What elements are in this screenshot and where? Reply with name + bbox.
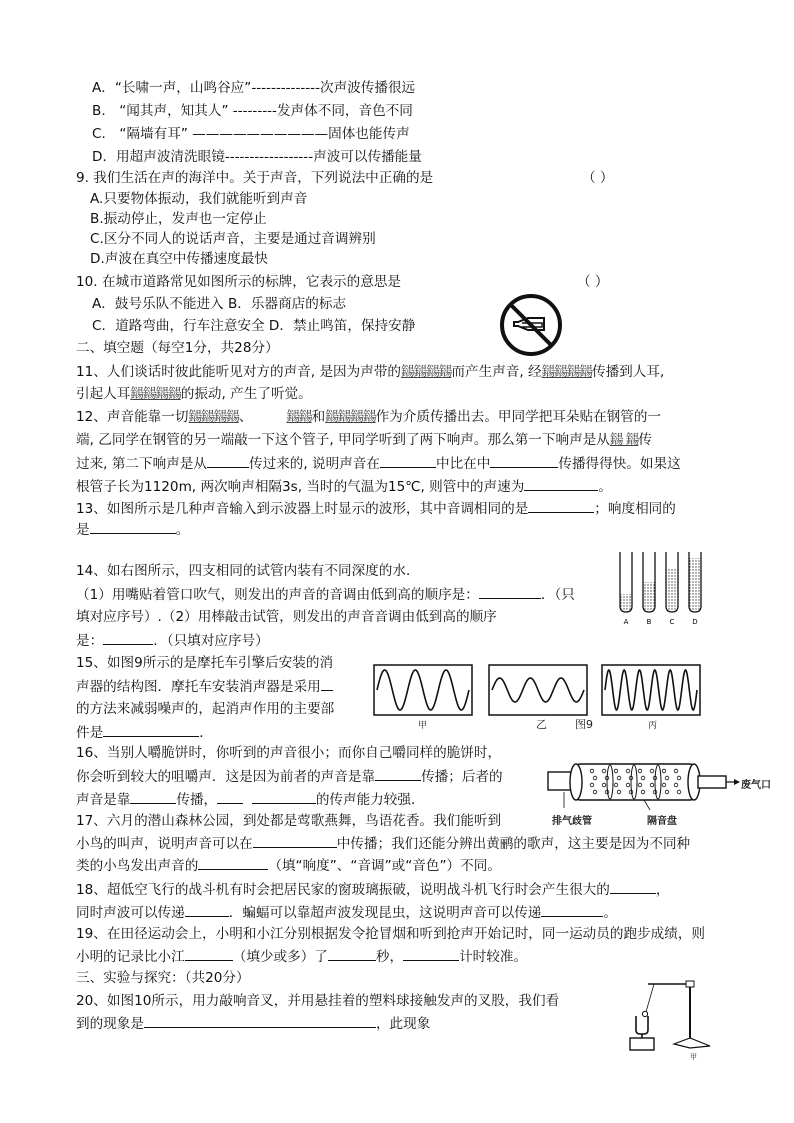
section-3-heading: 三、实验与探究：（共20分） [76,970,250,986]
q10-options-cd: C．道路弯曲，行车注意安全 D．禁止鸣笛，保持安静 [92,318,416,334]
q8-option-d: D．用超声波清洗眼镜------------------声波可以传播能量 [92,149,422,165]
test-tubes-figure [614,548,712,626]
tube-water-d [689,558,701,612]
tube-water-c [666,569,678,612]
q9-option-c: C.区分不同人的说话声音，主要是通过音调辨别 [90,231,376,247]
waveform-yi-label: 乙 [536,718,547,731]
q16-line2: 你会听到较大的咀嚼声．这是因为前者的声音是靠 传播；后者的 [76,766,503,787]
q14-line2: （1）用嘴贴着管口吹气，则发出的声音的音调由低到高的顺序是： ．（只 [76,584,575,605]
muffler-outlet-label: 废气口 [741,780,771,791]
waveform-yi [488,664,588,722]
q10-options-ab: A．鼓号乐队不能进入 B．乐器商店的标志 [92,296,347,312]
tube-label-b: B [646,618,652,626]
q12-line4: 根管子长为1120m, 两次响声相隔3s, 当时的气温为15℃, 则管中的声速为 。 [76,476,612,497]
waveform-jia [373,664,473,722]
figure-9-caption: 图9 [575,718,593,731]
q20-line1: 20、如图10所示，用力敲响音叉，并用悬挂着的塑料球接触发声的叉股，我们看 [76,993,560,1009]
q9-option-b: B.振动停止，发声也一定停止 [90,211,267,227]
q15-line3: 的方法来减弱噪声的，起消声作用的主要部 [76,701,335,717]
q17-line2: 小鸟的叫声，说明声音可以在 中传播；我们还能分辨出黄鹂的歌声，这主要是因为不同种 [76,833,690,854]
waveform-jia-label: 甲 [418,721,428,731]
section-2-heading: 二、填空题（每空1分，共28分） [76,340,279,356]
q15-line4: 件是 ． [76,722,213,743]
q12-line3: 过来, 第二下响声是从 传过来的, 说明声音在 中比在中 传播得得快。如果这 [76,453,681,474]
q17-line3: 类的小鸟发出声音的 （填“响度”、“音调”或“音色”）不同。 [76,855,501,876]
muffler-disk-label: 隔音盘 [647,816,677,827]
q9-stem: 9. 我们生活在声的海洋中。关于声音，下列说法中正确的是 [76,170,434,186]
q11-line2: 引起人耳鐋鐋鐋鐋的振动, 产生了听觉。 [76,386,312,402]
q10-stem: 10. 在城市道路常见如图所示的标牌，它表示的意思是 [76,274,402,290]
q13-line1: 13、如图所示是几种声音输入到示波器上时显示的波形，其中音调相同的是 ；响度相同的 [76,498,676,519]
q16-line1: 16、当别人嚼脆饼时，你听到的声音很小；而你自己嚼同样的脆饼时， [76,745,502,761]
q13-line2: 是 。 [76,519,189,540]
q18-line2: 同时声波可以传递 ．蝙蝠可以靠超声波发现昆虫，这说明声音可以传递 。 [76,902,617,923]
q17-line1: 17、六月的潜山森林公园，到处都是莺歌燕舞，鸟语花香。我们能听到 [76,813,502,829]
tube-label-c: C [669,618,675,626]
q15-line1: 15、如图9所示的是摩托车引擎后安装的消 [76,655,334,671]
q14-line3: 填对应序号）.（2）用棒敲击试管，则发出的声音音调由低到高的顺序 [76,609,497,625]
q15-line2: 声器的结构图．摩托车安装消声器是采用 [76,676,333,697]
tuning-fork-stand-figure [624,976,720,1056]
q8-option-a: A．“长啸一声，山鸣谷应”--------------次声波传播很远 [92,80,416,96]
q11-line1: 11、人们谈话时彼此能听见对方的声音, 是因为声带的鐋鐋鐋鐋而产生声音, 经鐋鐋鐋鐋传播到人耳, [76,364,665,380]
tube-label-a: A [623,618,629,626]
q14-stem: 14、如右图所示，四支相同的试管内装有不同深度的水． [76,563,420,579]
waveform-bing-label: 丙 [648,721,658,731]
q18-line1: 18、超低空飞行的战斗机有时会把居民家的窗玻璃振破，说明战斗机飞行时会产生很大的 ， [76,879,669,900]
q20-line2: 到的现象是 ，此现象 [76,1013,430,1034]
q10-answer-paren: （ ） [577,274,609,290]
tube-water-a [620,594,632,612]
q12-line2: 端, 乙同学在钢管的另一端敲一下这个管子, 甲同学听到了两下响声。那么第一下响声是从鐋 鐋传 [76,432,652,448]
tube-label-d: D [692,618,698,626]
q19-line2: 小明的记录比小江 （填少或多）了 秒， 计时较准。 [76,946,527,967]
q8-option-c: C． “隔墙有耳” ——————————固体也能传声 [92,126,410,142]
q12-line1: 12、声音能靠一切鐋鐋鐋鐋、 鐋鐋和鐋鐋鐋鐋作为介质传播出去。甲同学把耳朵贴在钢管的一 [76,409,662,425]
muffler-inlet-label: 排气歧管 [552,816,592,827]
q9-option-d: D.声波在真空中传播速度最快 [90,251,268,267]
stand-figure-label: 甲 [690,1053,697,1061]
q14-line4: 是： ．（只填对应序号） [76,630,269,651]
q16-line3: 声音是靠 传播， 的传声能力较强． [76,789,425,810]
waveform-bing [601,664,701,722]
tube-water-b [643,582,655,612]
no-honking-sign [498,292,564,358]
q19-line1: 19、在田径运动会上，小明和小江分别根据发令抢冒烟和听到抢声开始记时，同一运动员的跑步成绩，则 [76,926,706,942]
q8-option-b: B． “闻其声，知其人” ---------发声体不同，音色不同 [92,103,413,119]
q9-answer-paren: （ ） [582,170,614,186]
q9-option-a: A.只要物体振动，我们就能听到声音 [90,191,308,207]
